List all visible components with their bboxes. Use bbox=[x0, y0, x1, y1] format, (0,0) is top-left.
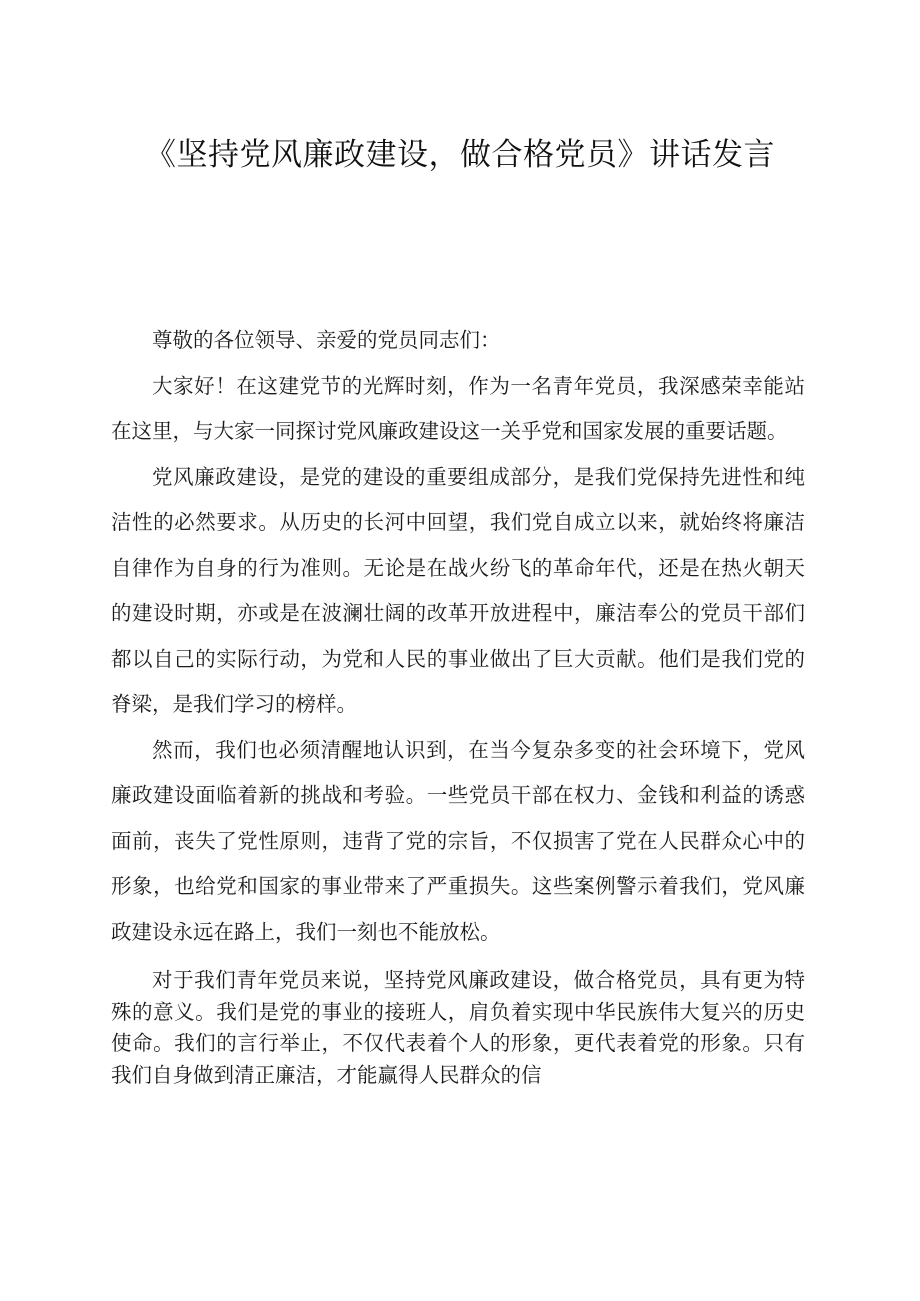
challenges-paragraph: 然而，我们也必须清醒地认识到，在当今复杂多变的社会环境下，党风廉政建设面临着新的挑战和考验。一些党员干部在权力、金钱和利益的诱惑面前，丧失了党性原则，违背了党的宗旨，不仅损害了党在人民群众心中的形象，也给党和国家的事业带来了严重损失。这些案例警示着我们，党风廉政建设永远在路上，我们一刻也不能放松。 bbox=[111, 737, 805, 944]
document-title: 《坚持党风廉政建设，做合格党员》讲话发言 bbox=[145, 137, 775, 173]
greeting-paragraph: 大家好！在这建党节的光辉时刻，作为一名青年党员，我深感荣幸能站在这里，与大家一同探讨党风廉政建设这一关乎党和国家发展的重要话题。 bbox=[111, 373, 805, 443]
document-body bbox=[111, 318, 805, 1091]
history-paragraph: 党风廉政建设，是党的建设的重要组成部分，是我们党保持先进性和纯洁性的必然要求。从历史的长河中回望，我们党自成立以来，就始终将廉洁自律作为自身的行为准则。无论是在战火纷飞的革命年代，还是在热火朝天的建设时期，亦或是在波澜壮阔的改革开放进程中，廉洁奉公的党员干部们都以自己的实际行动，为党和人民的事业做出了巨大贡献。他们是我们党的脊梁，是我们学习的榜样。 bbox=[111, 464, 805, 716]
youth-paragraph: 对于我们青年党员来说，坚持党风廉政建设，做合格党员，具有更为特殊的意义。我们是党的事业的接班人，肩负着实现中华民族伟大复兴的历史使命。我们的言行举止，不仅代表着个人的形象，更代表着党的形象。只有我们自身做到清正廉洁，才能赢得人民群众的信 bbox=[111, 968, 805, 1087]
salutation-paragraph: 尊敬的各位领导、亲爱的党员同志们： bbox=[152, 328, 501, 352]
